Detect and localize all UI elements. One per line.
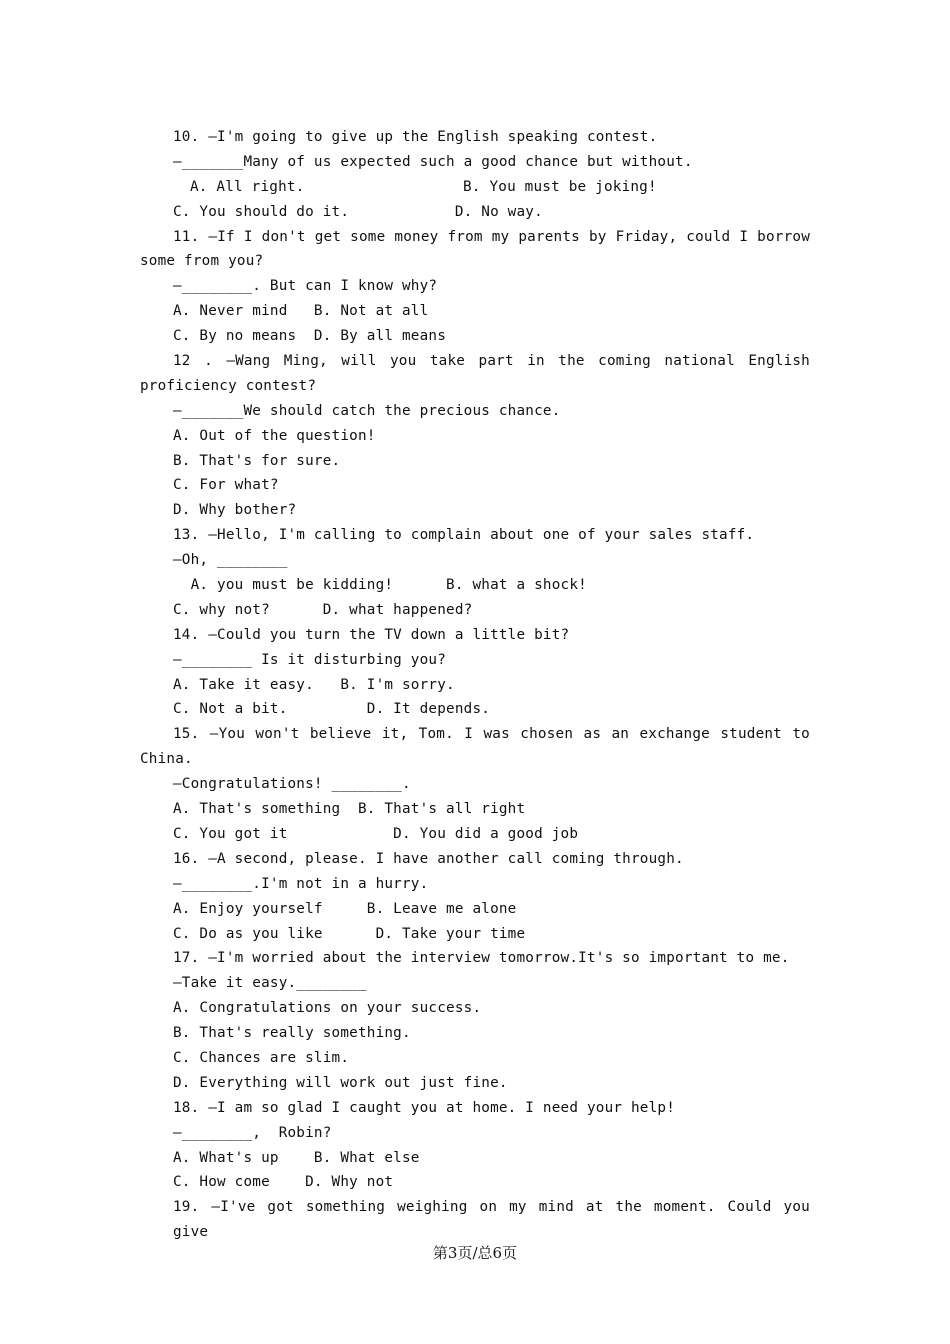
text-line: C. You should do it. D. No way.	[173, 203, 543, 220]
text-line: 19. —I've got something weighing on my mind at the moment. Could you give	[173, 1199, 810, 1241]
text-line: some from you?	[140, 253, 264, 270]
text-line: 15. —You won't believe it, Tom. I was chosen as an exchange student to	[173, 726, 810, 743]
text-line: 10. —I'm going to give up the English speaking contest.	[173, 129, 658, 145]
text-line: —Take it easy.________	[173, 975, 367, 992]
text-line: A. Take it easy. B. I'm sorry.	[173, 676, 455, 693]
page-footer: 第3页/总6页	[432, 1244, 518, 1262]
text-line: A. Out of the question!	[173, 427, 376, 444]
text-line: C. By no means D. By all means	[173, 328, 447, 345]
text-line: B. That's really something.	[173, 1025, 411, 1042]
text-line: —_______Many of us expected such a good chance but without.	[173, 153, 693, 170]
text-line: —_______We should catch the precious chance.	[173, 402, 561, 419]
text-line: 14. —Could you turn the TV down a little bit?	[173, 626, 570, 643]
text-line: C. why not? D. what happened?	[173, 601, 473, 618]
text-line: —Congratulations! ________.	[173, 776, 411, 793]
text-line: C. Chances are slim.	[173, 1049, 350, 1066]
document-body	[140, 125, 810, 1241]
text-line: A. What's up B. What else	[173, 1149, 420, 1166]
text-line: C. You got it D. You did a good job	[173, 825, 579, 842]
text-line: A. Never mind B. Not at all	[173, 303, 429, 320]
text-line: 13. —Hello, I'm calling to complain about one of your sales staff.	[173, 527, 755, 544]
text-line: 12 . —Wang Ming, will you take part in the coming national English	[173, 353, 810, 370]
text-line: A. you must be kidding! B. what a shock!	[173, 577, 587, 594]
text-line: —________, Robin?	[173, 1124, 332, 1141]
text-line: —Oh, ________	[173, 552, 288, 569]
text-line: 17. —I'm worried about the interview tomorrow.It's so important to me.	[173, 950, 790, 967]
text-line: B. That's for sure.	[173, 452, 341, 469]
text-line: 18. —I am so glad I caught you at home. I need your help!	[173, 1099, 676, 1116]
text-line: China.	[140, 751, 193, 768]
text-line: proficiency contest?	[140, 377, 317, 394]
text-line: 16. —A second, please. I have another call coming through.	[173, 850, 684, 867]
text-line: C. For what?	[173, 477, 279, 494]
text-line: C. How come D. Why not	[173, 1174, 394, 1191]
text-line: A. Congratulations on your success.	[173, 1000, 482, 1017]
text-line: A. Enjoy yourself B. Leave me alone	[173, 900, 517, 917]
text-line: —________.I'm not in a hurry.	[173, 875, 429, 892]
text-line: A. That's something B. That's all right	[173, 801, 526, 818]
text-line: A. All right. B. You must be joking!	[190, 178, 657, 195]
text-line: 11. —If I don't get some money from my parents by Friday, could I borrow	[173, 228, 810, 245]
text-line: D. Everything will work out just fine.	[173, 1074, 508, 1091]
text-line: —________ Is it disturbing you?	[173, 651, 447, 668]
text-line: C. Do as you like D. Take your time	[173, 925, 526, 942]
text-line: D. Why bother?	[173, 502, 297, 519]
text-line: —________. But can I know why?	[173, 278, 438, 295]
text-line: C. Not a bit. D. It depends.	[173, 701, 491, 718]
